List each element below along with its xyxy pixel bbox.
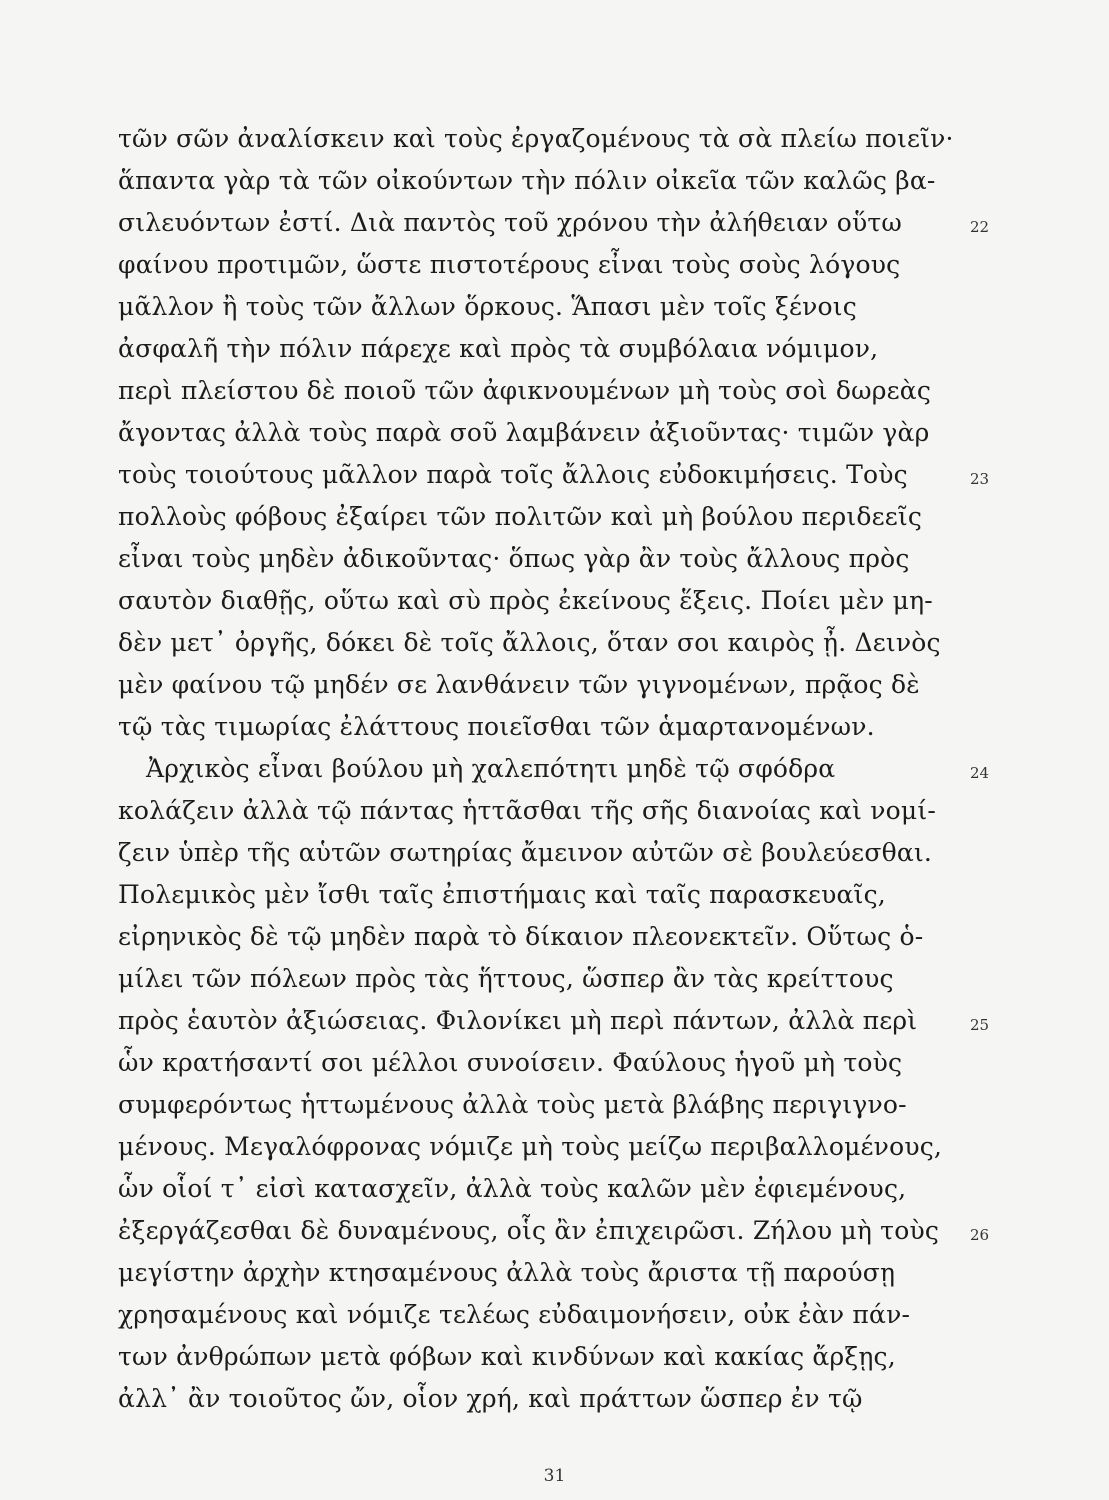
section-number: 22 [970,218,990,236]
text-line: πολλοὺς φόβους ἐξαίρει τῶν πολιτῶν καὶ μὴ βούλου περιδεεῖς [118,502,923,531]
text-line: δὲν μετ᾽ ὀργῆς, δόκει δὲ τοῖς ἄλλοις, ὅταν σοι καιρὸς ᾖ. Δεινὸς [118,628,941,657]
text-line: τῷ τὰς τιμωρίας ἐλάττους ποιεῖσθαι τῶν ἁμαρτανομένων. [118,712,875,741]
text-line: ἄγοντας ἀλλὰ τοὺς παρὰ σοῦ λαμβάνειν ἀξιοῦντας· τιμῶν γὰρ [118,418,930,447]
section-number: 23 [970,470,990,488]
text-line: μεγίστην ἀρχὴν κτησαμένους ἀλλὰ τοὺς ἄριστα τῇ παρούσῃ [118,1258,896,1287]
text-line: χρησαμένους καὶ νόμιζε τελέως εὐδαιμονήσειν, οὐκ ἐὰν πάν- [118,1300,911,1329]
text-line: εἶναι τοὺς μηδὲν ἀδικοῦντας· ὅπως γὰρ ἂν τοὺς ἄλλους πρὸς [118,544,910,573]
text-line: σιλευόντων ἐστί. Διὰ παντὸς τοῦ χρόνου τὴν ἀλήθειαν οὕτω [118,208,902,237]
page-number: 31 [543,1466,566,1486]
text-line: τῶν σῶν ἀναλίσκειν καὶ τοὺς ἐργαζομένους τὰ σὰ πλείω ποιεῖν· [118,124,954,153]
section-number: 25 [970,1016,990,1034]
text-line: Πολεμικὸς μὲν ἴσθι ταῖς ἐπιστήμαις καὶ ταῖς παρασκευαῖς, [118,880,886,909]
text-line: μᾶλλον ἢ τοὺς τῶν ἄλλων ὅρκους. Ἅπασι μὲν τοῖς ξένοις [118,292,857,321]
text-line: ἀλλ᾽ ἂν τοιοῦτος ὤν, οἷον χρή, καὶ πράττων ὥσπερ ἐν τῷ [118,1384,863,1413]
text-line: μὲν φαίνου τῷ μηδέν σε λανθάνειν τῶν γιγνομένων, πρᾷος δὲ [118,670,920,699]
text-line: ἅπαντα γὰρ τὰ τῶν οἰκούντων τὴν πόλιν οἰκεῖα τῶν καλῶς βα- [118,166,936,195]
text-line: ὧν οἷοί τ᾽ εἰσὶ κατασχεῖν, ἀλλὰ τοὺς καλῶν μὲν ἐφιεμένους, [118,1174,907,1203]
text-line: ὧν κρατήσαντί σοι μέλλοι συνοίσειν. Φαύλους ἡγοῦ μὴ τοὺς [118,1048,903,1077]
text-line: πρὸς ἑαυτὸν ἀξιώσειας. Φιλονίκει μὴ περὶ πάντων, ἀλλὰ περὶ [118,1006,918,1035]
text-line: συμφερόντως ἡττωμένους ἀλλὰ τοὺς μετὰ βλάβης περιγιγνο- [118,1090,907,1119]
text-line: κολάζειν ἀλλὰ τῷ πάντας ἡττᾶσθαι τῆς σῆς διανοίας καὶ νομί- [118,796,937,825]
text-line: ἀσφαλῆ τὴν πόλιν πάρεχε καὶ πρὸς τὰ συμβόλαια νόμιμον, [118,334,879,363]
text-line: των ἀνθρώπων μετὰ φόβων καὶ κινδύνων καὶ κακίας ἄρξῃς, [118,1342,896,1371]
text-line: εἰρηνικὸς δὲ τῷ μηδὲν παρὰ τὸ δίκαιον πλεονεκτεῖν. Οὕτως ὁ- [118,922,924,951]
text-line: μίλει τῶν πόλεων πρὸς τὰς ἥττους, ὥσπερ ἂν τὰς κρείττους [118,964,894,993]
text-line: Ἀρχικὸς εἶναι βούλου μὴ χαλεπότητι μηδὲ τῷ σφόδρα [146,754,836,783]
text-line: ζειν ὑπὲρ τῆς αὑτῶν σωτηρίας ἄμεινον αὐτῶν σὲ βουλεύεσθαι. [118,838,933,867]
section-number: 26 [970,1226,990,1244]
text-line: τοὺς τοιούτους μᾶλλον παρὰ τοῖς ἄλλοις εὐδοκιμήσεις. Τοὺς [118,460,908,489]
text-line: περὶ πλείστου δὲ ποιοῦ τῶν ἀφικνουμένων μὴ τοὺς σοὶ δωρεὰς [118,376,932,405]
text-line: μένους. Μεγαλόφρονας νόμιζε μὴ τοὺς μείζω περιβαλλομένους, [118,1132,943,1161]
text-line: ἐξεργάζεσθαι δὲ δυναμένους, οἷς ἂν ἐπιχειρῶσι. Ζήλου μὴ τοὺς [118,1216,940,1245]
text-line: σαυτὸν διαθῇς, οὕτω καὶ σὺ πρὸς ἐκείνους ἕξεις. Ποίει μὲν μη- [118,586,933,615]
text-line: φαίνου προτιμῶν, ὥστε πιστοτέρους εἶναι τοὺς σοὺς λόγους [118,250,901,279]
section-number: 24 [970,764,990,782]
